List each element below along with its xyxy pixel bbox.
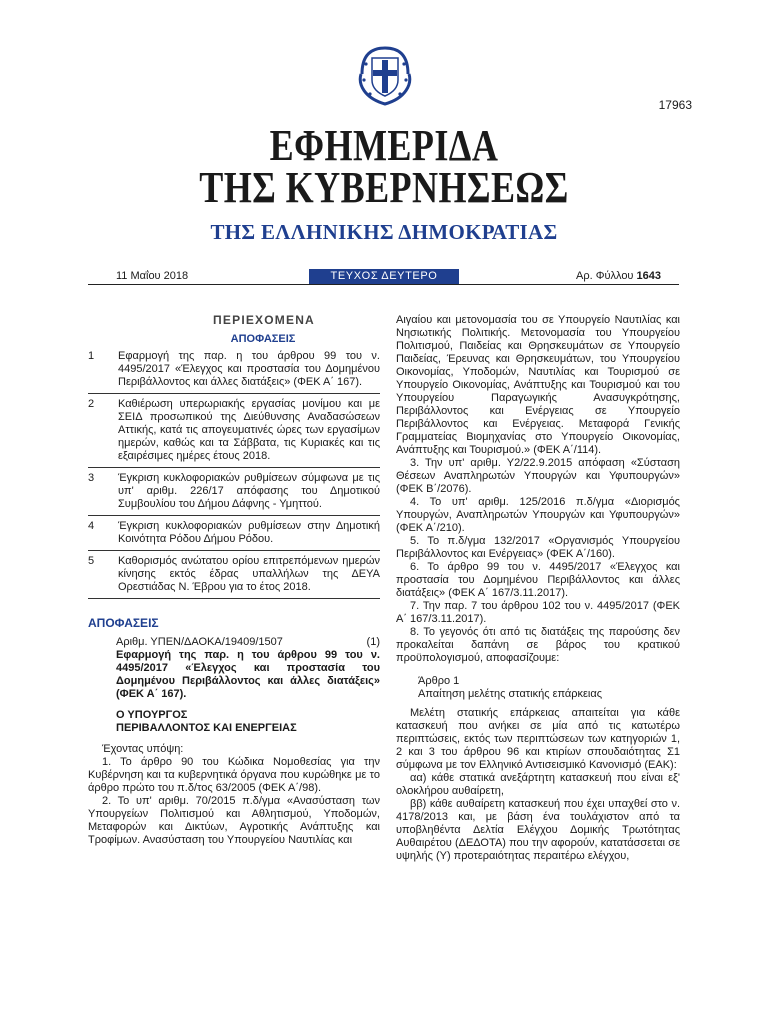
page-number: 17963 [658, 98, 692, 112]
toc-item-number: 5 [88, 555, 95, 567]
issue-series-badge: ΤΕΥΧΟΣ ΔΕΥΤΕΡΟ [309, 269, 459, 284]
paragraph: 8. Το γεγονός ότι από τις διατάξεις της παρούσης δεν προκαλείται δαπάνη σε βάρος του κρατικού προϋπολογισμού, αποφασίζουμε: [396, 626, 680, 664]
toc-item [88, 520, 380, 551]
toc-item-number: 3 [88, 472, 95, 484]
issue-date: 11 Μαΐου 2018 [116, 270, 189, 282]
toc-item-text: Έγκριση κυκλοφοριακών ρυθμίσεων σύμφωνα με τις υπ' αριθμ. 226/17 απόφασης του Δημοτικού Συμβουλίου του Δήμου Δάφνης - Υμηττού. [118, 472, 380, 510]
toc-item-number: 4 [88, 520, 95, 532]
issue-bar [88, 270, 679, 285]
paragraph: 1. Το άρθρο 90 του Κώδικα Νομοθεσίας για την Κυβέρνηση και τα κυβερνητικά όργανα που κυρώθηκε με το άρθρο πρώτο του π.δ/τος 63/2005 (ΦΕΚ Α΄/98). [88, 756, 380, 794]
gazette-title-line1: ΕΦΗΜΕΡΙΔΑ [269, 121, 499, 170]
right-column [396, 314, 680, 863]
paragraph: 5. Το π.δ/γμα 132/2017 «Οργανισμός Υπουργείου Περιβάλλοντος και Ενέργειας» (ΦΕΚ Α΄/160). [396, 535, 680, 560]
issue-sheet [576, 270, 661, 282]
left-column [88, 314, 380, 847]
contents-subheading: ΑΠΟΦΑΣΕΙΣ [230, 333, 296, 345]
gazette-subtitle: ΤΗΣ ΕΛΛΗΝΙΚΗΣ ΔΗΜΟΚΡΑΤΙΑΣ [210, 220, 558, 244]
toc-item-text: Έγκριση κυκλοφοριακών ρυθμίσεων στην Δημοτική Κοινότητα Ρόδου Δήμου Ρόδου. [118, 520, 380, 545]
article-number: Άρθρο 1 [418, 675, 460, 687]
paragraph: 6. Το άρθρο 99 του ν. 4495/2017 «Έλεγχος και προστασία του Δομημένου Περιβάλλοντος και άλλες διατάξεις» (ΦΕΚ Α΄ 167/3.11.2017). [396, 561, 680, 599]
sheet-number: 1643 [636, 270, 661, 282]
minister-line2: ΠΕΡΙΒΑΛΛΟΝΤΟΣ ΚΑΙ ΕΝΕΡΓΕΙΑΣ [116, 722, 297, 734]
decision-title: Εφαρμογή της παρ. η του άρθρου 99 του ν. 4495/2017 «Έλεγχος και προστασία του Δομημένου Περιβάλλοντος και άλλες διατάξεις» (ΦΕΚ Α΄ 167). [116, 649, 380, 700]
sheet-label: Αρ. Φύλλου [575, 270, 634, 282]
contents-heading: ΠΕΡΙΕΧΟΜΕΝΑ [213, 313, 315, 327]
decision-ref-index: (1) [366, 636, 380, 648]
article-title: Απαίτηση μελέτης στατικής επάρκειας [418, 688, 603, 700]
toc-item-number: 2 [88, 398, 95, 410]
toc-item [88, 555, 380, 599]
gazette-title-line2: ΤΗΣ ΚΥΒΕΡΝΗΣΕΩΣ [199, 163, 569, 212]
minister-line1: Ο ΥΠΟΥΡΓΟΣ [116, 709, 188, 721]
toc-item-text: Εφαρμογή της παρ. η του άρθρου 99 του ν. 4495/2017 «Έλεγχος και προστασία του Δομημένου Περιβάλλοντος και άλλες διατάξεις» (ΦΕΚ Α΄ 167). [118, 350, 380, 388]
toc-item [88, 472, 380, 516]
having-regard: Έχοντας υπόψη: [102, 743, 184, 755]
decisions-heading: ΑΠΟΦΑΣΕΙΣ [88, 616, 159, 630]
article-paragraph: ββ) κάθε αυθαίρετη κατασκευή που έχει υπαχθεί στο ν. 4178/2013 και, με βάση ένα τουλάχιστον από τα υποβληθέντα Δελτία Ελέγχου Δομικής Τρωτότητας Αυθαιρέτου (ΔΕΔΟΤΑ) που την αφορούν, κατατάσσεται σε υψηλής (Υ) προτεραιότητας περαιτέρω ελέγχου, [396, 798, 680, 862]
paragraph-continuation: Αιγαίου και μετονομασία του σε Υπουργείο Ναυτιλίας και Νησιωτικής Πολιτικής. Μετονομασία του Υπουργείου Πολιτισμού, Παιδείας και Θρησκευμάτων σε Υπουργείο Παιδείας, Έρευνας και Θρησκευμάτων, του Υπουργείου Οικονομίας, Υποδομών, Ναυτιλίας και Τουρισμού σε Υπουργείο Οικονομίας, Ανάπτυξης και Τουρισμού και του Υπουργείου Παραγωγικής Ανασυγκρότησης, Περιβάλλοντος και Ενέργειας σε Υπουργείο Περιβάλλοντος και Ενέργειας. Μεταφορά Γενικής Γραμματείας Βιομηχανίας στο Υπουργείο Οικονομίας, Ανάπτυξης και Τουρισμού.» (ΦΕΚ Α΄/114). [396, 314, 680, 456]
article-paragraph: Μελέτη στατικής επάρκειας απαιτείται για κάθε κατασκευή που ανήκει σε μία από τις κατωτέρω περιπτώσεις, εκτός των περιπτώσεων των κατηγοριών 1, 2 και 3 του άρθρου 96 και κτιρίων σπουδαιότητας Σ1 σύμφωνα με τον Ελληνικό Αντισεισμικό Κανονισμό (ΕΑΚ): [396, 707, 680, 771]
toc-item [88, 350, 380, 394]
greek-coat-of-arms-icon [358, 44, 412, 108]
paragraph: 3. Την υπ' αριθμ. Υ2/22.9.2015 απόφαση «Σύσταση Θέσεων Αναπληρωτών Υπουργών και Υφυπουργών» (ΦΕΚ Β΄/2076). [396, 457, 680, 495]
paragraph: 4. Το υπ' αριθμ. 125/2016 π.δ/γμα «Διορισμός Υπουργών, Αναπληρωτών Υπουργών και Υφυπουργών» (ΦΕΚ Α΄/210). [396, 496, 680, 534]
toc-item [88, 398, 380, 468]
decision-reference [88, 636, 380, 649]
toc-item-text: Καθιέρωση υπερωριακής εργασίας μονίμου και με ΣΕΙΔ προσωπικού της Διεύθυνσης Αναδασώσεων Αττικής, κατά τις απογευματινές ώρες των εργασίμων ημερών, καθώς και τα Σάββατα, τις Κυριακές και τις εξαιρέσιμες ημέρες έτους 2018. [118, 398, 380, 462]
toc-item-number: 1 [88, 350, 95, 362]
decision-ref-number: Αριθμ. ΥΠΕΝ/ΔΑΟΚΑ/19409/1507 [116, 636, 283, 648]
paragraph: 7. Την παρ. 7 του άρθρου 102 του ν. 4495/2017 (ΦΕΚ Α΄ 167/3.11.2017). [396, 600, 680, 625]
paragraph: 2. Το υπ' αριθμ. 70/2015 π.δ/γμα «Ανασύσταση των Υπουργείων Πολιτισμού και Αθλητισμού, Υποδομών, Μεταφορών και Δικτύων, Αγροτικής Ανάπτυξης και Τροφίμων. Ανασύσταση του Υπουργείου Ναυτιλίας και [88, 795, 380, 846]
minister-heading [88, 709, 380, 735]
toc-item-text: Καθορισμός ανώτατου ορίου επιτρεπόμενων ημερών κίνησης εκτός έδρας υπαλλήλων της ΔΕΥΑ Ορεστιάδας Ν. Έβρου για το έτος 2018. [118, 555, 380, 593]
article-paragraph: αα) κάθε στατικά ανεξάρτητη κατασκευή που είναι εξ' ολοκλήρου αυθαίρετη, [396, 772, 680, 797]
